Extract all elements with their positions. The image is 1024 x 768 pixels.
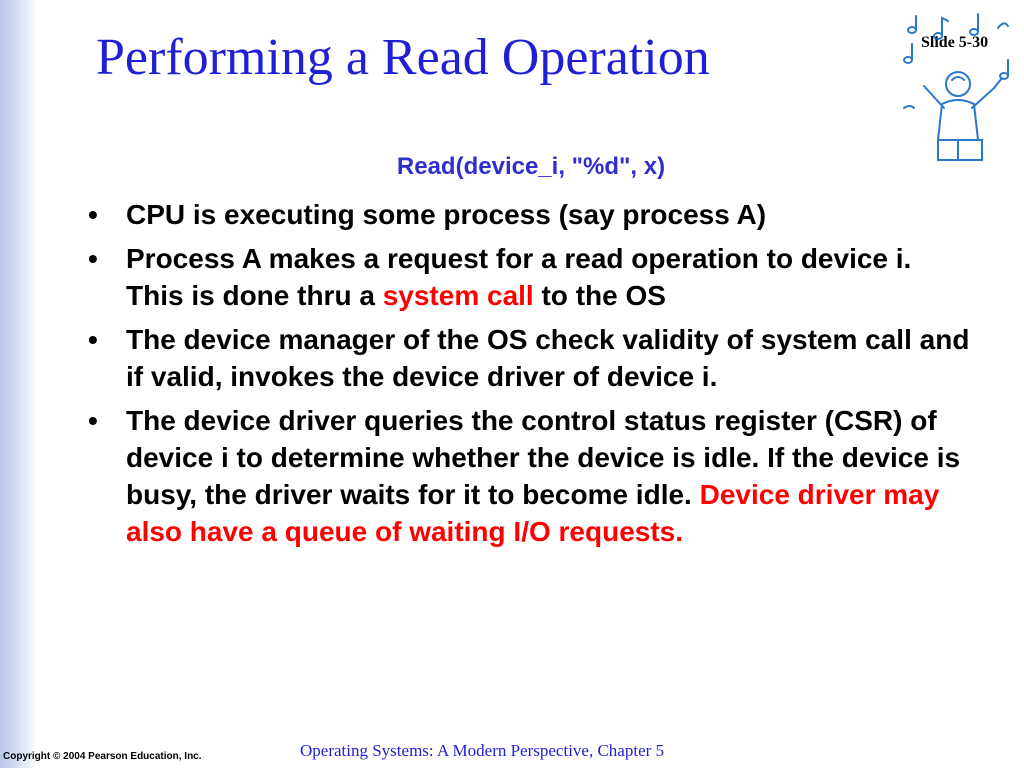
left-gradient-bar: [0, 0, 36, 768]
bullet-marker: •: [88, 324, 98, 355]
bullet-text: to the OS: [533, 280, 666, 311]
footer-copyright: Copyright © 2004 Pearson Education, Inc.: [3, 751, 202, 762]
highlighted-term: system call: [382, 280, 534, 311]
bullet-item: [88, 196, 976, 233]
bullet-marker: •: [88, 243, 98, 274]
bullet-item: [88, 402, 976, 550]
bullet-text: The device manager of the OS check validity of system call and if valid, invokes the device driver of device i.: [126, 324, 970, 392]
bullet-item: [88, 240, 976, 314]
code-subtitle: Read(device_i, "%d", x): [396, 153, 666, 180]
footer-book-title: Operating Systems: A Modern Perspective, Chapter 5: [300, 741, 665, 760]
slide-title: Performing a Read Operation: [96, 29, 710, 86]
bullet-marker: •: [88, 199, 98, 230]
highlighted-sentence: Device driver may also have a queue of waiting I/O requests.: [126, 479, 940, 547]
slide-number: Slide 5-30: [921, 34, 989, 51]
bullet-text: CPU is executing some process (say process A): [126, 199, 767, 230]
bullet-list: [88, 196, 976, 557]
bullet-text: The device driver queries the control status register (CSR) of device i to determine whether the device is idle. If the device is busy, the driver waits for it to become idle.: [126, 405, 961, 510]
bullet-text: Process A makes a request for a read operation to device i. This is done thru a: [126, 243, 912, 311]
musical-conductor-clipart-icon: [898, 8, 1020, 168]
bullet-marker: •: [88, 405, 98, 436]
bullet-item: [88, 321, 976, 395]
